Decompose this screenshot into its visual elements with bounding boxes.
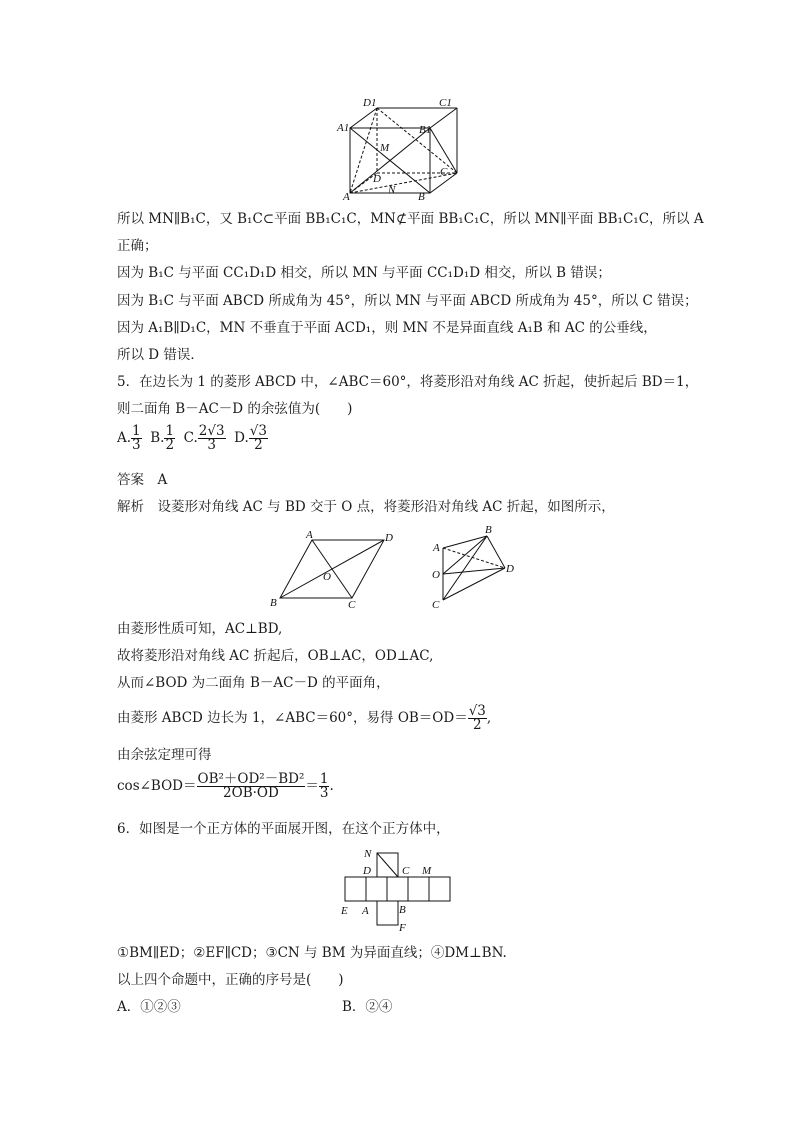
- answer: 答案 A: [117, 472, 168, 488]
- rh-label-o: O: [323, 571, 331, 583]
- option-b-fraction: $\frac{1}{2}$: [165, 423, 175, 453]
- ob-fraction: $\frac{√3}{2}$: [468, 703, 486, 733]
- question-6-propositions: ①BM∥ED；②EF∥CD；③CN 与 BM 为异面直线；④DM⊥BN.: [117, 945, 507, 961]
- cosine-main-fraction: $\frac{\text{OB²＋OD²－BD²}}{2OB\cdot OD}$: [197, 771, 305, 801]
- net-label-n: N: [364, 848, 372, 860]
- question-5-stem: 5．在边长为 1 的菱形 ABCD 中，∠ABC＝60°，将菱形沿对角线 AC 折起，使折起后 BD＝1，: [117, 374, 699, 390]
- question-6-option-b: B．②④: [342, 999, 393, 1015]
- cosine-formula: cos∠BOD＝ $\frac{\text{OB²＋OD²－BD²}}{2OB\cdot OD}$ ＝ $\frac{1}{3}$ .: [117, 771, 334, 801]
- solution-step-5: 由余弦定理可得: [117, 747, 212, 763]
- label-m: M: [380, 142, 390, 154]
- cube-net-figure: [335, 843, 460, 935]
- text-line-6: 所以 D 错误．: [117, 347, 204, 363]
- label-d: D: [373, 173, 381, 185]
- question-5-options: [117, 425, 268, 452]
- option-c-fraction: $\frac{2√3}{3}$: [198, 423, 225, 453]
- net-label-f: F: [399, 922, 406, 934]
- cube-figure: [335, 95, 465, 205]
- net-label-c: C: [402, 865, 410, 877]
- net-label-b: B: [399, 904, 406, 916]
- rhombus-figure: [262, 528, 402, 610]
- option-c-label: C.: [183, 430, 198, 446]
- question-6-option-a: A．①②③: [117, 999, 181, 1015]
- question-6-prompt: 以上四个命题中，正确的序号是( ): [117, 972, 344, 988]
- fo-label-c: C: [432, 599, 440, 611]
- folded-figure: [425, 522, 525, 614]
- rh-label-b: B: [270, 597, 277, 609]
- option-d-label: D.: [234, 430, 249, 446]
- text-line-4: 因为 B₁C 与平面 ABCD 所成角为 45°，所以 MN 与平面 ABCD 所成角为 45°，所以 C 错误；: [117, 293, 698, 309]
- label-n: N: [388, 184, 396, 196]
- label-a1: A1: [337, 122, 350, 134]
- question-6-stem: 6．如图是一个正方体的平面展开图，在这个正方体中，: [117, 821, 450, 837]
- rh-label-c: C: [348, 599, 356, 610]
- label-d1: D1: [363, 97, 377, 109]
- analysis: 解析 设菱形对角线 AC 与 BD 交于 O 点，将菱形沿对角线 AC 折起，如图所示，: [117, 499, 615, 515]
- label-c1: C1: [439, 97, 452, 109]
- text-line-3: 因为 B₁C 与平面 CC₁D₁D 相交，所以 MN 与平面 CC₁D₁D 相交，所以 B 错误；: [117, 265, 611, 281]
- fo-label-d: D: [506, 563, 514, 575]
- rh-label-d: D: [385, 532, 393, 544]
- fo-label-a: A: [433, 542, 440, 554]
- solution-step-3: 从而∠BOD 为二面角 B－AC－D 的平面角，: [117, 675, 390, 691]
- net-label-d: D: [363, 865, 371, 877]
- text-line-5: 因为 A₁B∥D₁C，MN 不垂直于平面 ACD₁，则 MN 不是异面直线 A₁B 和 AC 的公垂线，: [117, 320, 657, 336]
- text-line-2: 正确；: [117, 238, 158, 254]
- solution-step-4: 由菱形 ABCD 边长为 1，∠ABC＝60°，易得 OB＝OD＝ $\frac{√3}{2}$ ,: [117, 703, 492, 733]
- net-label-a: A: [362, 905, 369, 917]
- fo-label-o: O: [432, 569, 440, 581]
- label-b1: B1: [419, 124, 432, 136]
- text-line-1: 所以 MN∥B₁C，又 B₁C⊂平面 BB₁C₁C，MN⊄平面 BB₁C₁C，所以 MN∥平面 BB₁C₁C，所以 A: [117, 211, 704, 227]
- label-b: B: [418, 191, 425, 203]
- net-label-m: M: [422, 865, 432, 877]
- cosine-result-fraction: $\frac{1}{3}$: [319, 771, 329, 801]
- solution-step-1: 由菱形性质可知，AC⊥BD,: [117, 621, 283, 637]
- net-label-e: E: [341, 905, 348, 917]
- label-a: A: [343, 191, 350, 203]
- option-a-label: A.: [117, 430, 132, 446]
- option-d-fraction: $\frac{√3}{2}$: [249, 423, 267, 453]
- option-b-label: B.: [150, 430, 165, 446]
- label-c: C: [440, 166, 448, 178]
- question-5-stem-2: 则二面角 B－AC－D 的余弦值为( ): [117, 401, 353, 417]
- rh-label-a: A: [306, 529, 313, 541]
- solution-step-2: 故将菱形沿对角线 AC 折起后，OB⊥AC，OD⊥AC,: [117, 648, 434, 664]
- option-a-fraction: $\frac{1}{3}$: [132, 423, 141, 453]
- fo-label-b: B: [485, 524, 492, 536]
